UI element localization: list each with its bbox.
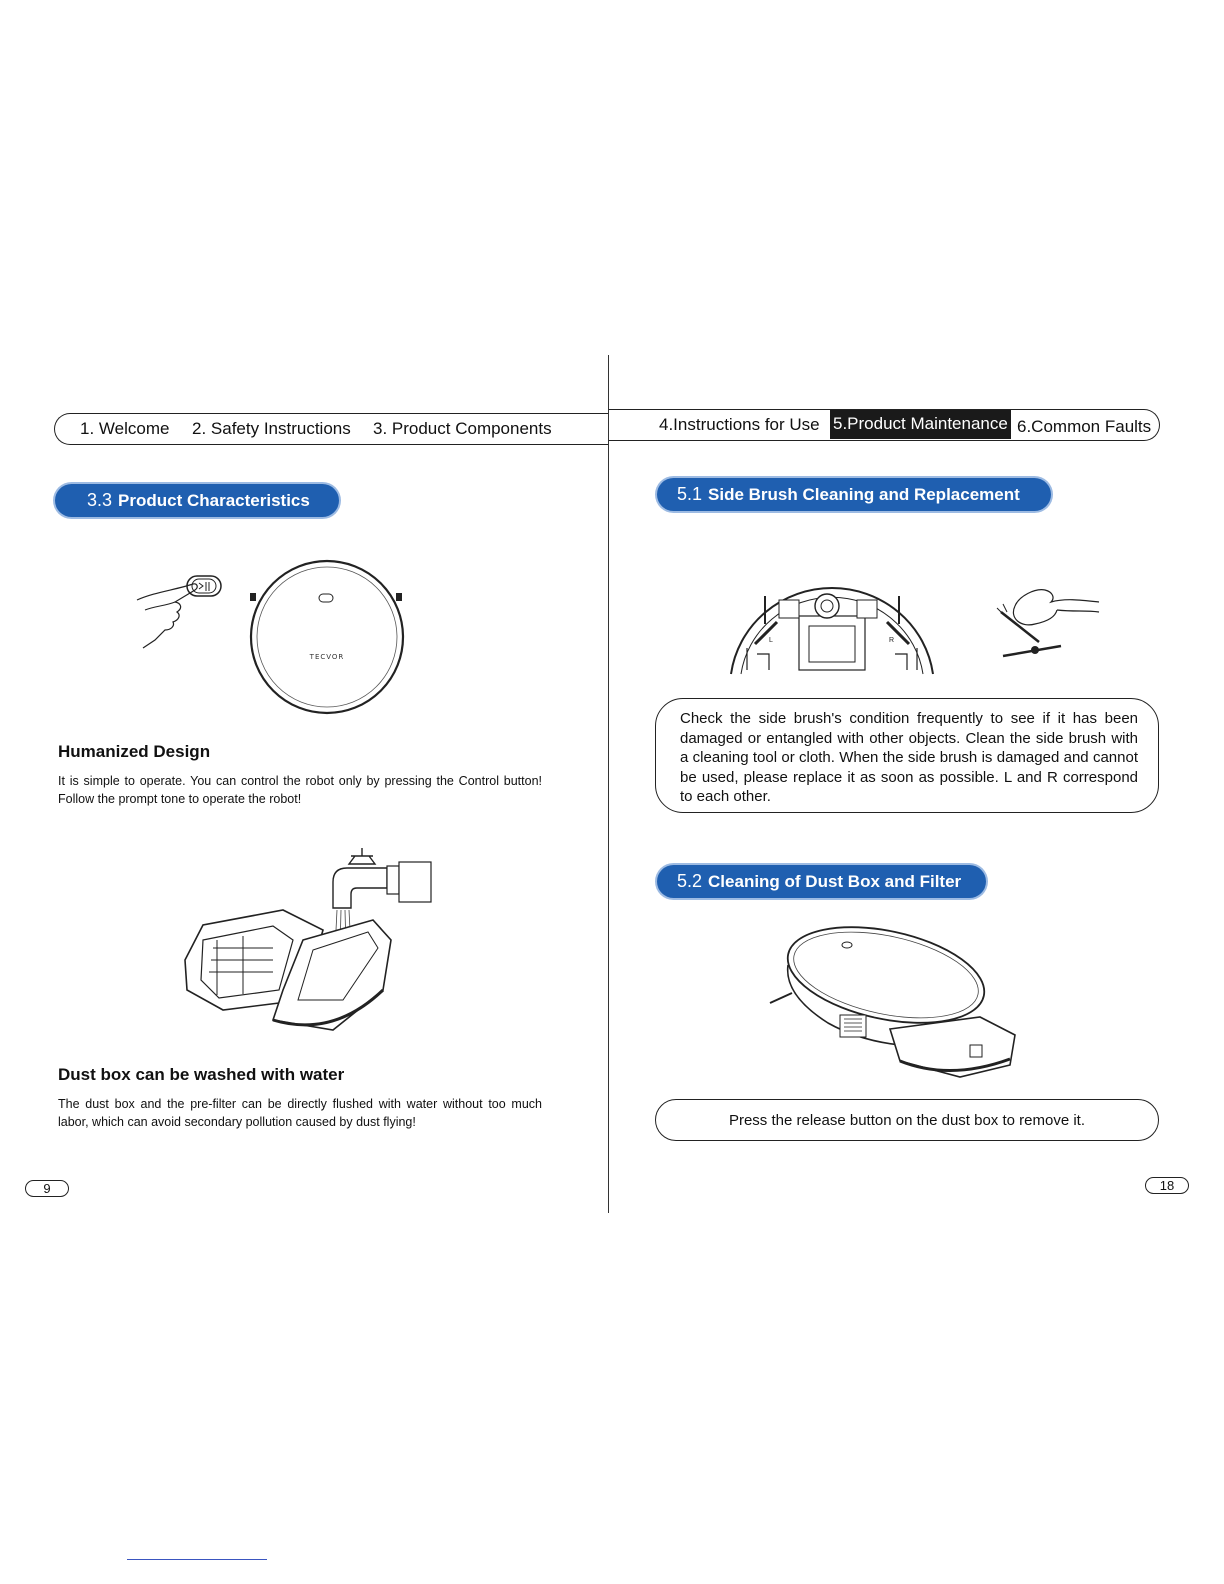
nav-item-welcome[interactable]: 1. Welcome [80, 419, 170, 438]
nav-item-faults[interactable]: 6.Common Faults [1017, 417, 1152, 436]
nav-item-maintenance[interactable]: 5.Product Maintenance [830, 410, 1011, 439]
section-number: 5.1 [677, 484, 703, 504]
side-brush-info-text: Check the side brush's condition frequently to see if it has been damaged or entangled with other objects. Clean the side brush with a cleaning tool or cloth. When the side brush is damaged and cannot be used, please replace it as soon as possible. L and R correspond to each other. [680, 710, 1138, 805]
feature-heading-humanized: Humanized Design [58, 742, 211, 761]
section-pill-3-3 [55, 484, 339, 517]
nav-bar-right [609, 409, 1160, 441]
robot-top-view-illustration [245, 560, 410, 715]
hand-pressing-button-illustration [135, 570, 230, 655]
section-title: Product Characteristics [118, 491, 310, 510]
section-title: Side Brush Cleaning and Replacement [708, 485, 1020, 504]
section-title: Cleaning of Dust Box and Filter [708, 872, 962, 891]
robot-brand-label: TECVOR [309, 653, 345, 661]
brush-cleaning-cloth-illustration [995, 578, 1105, 660]
page-divider [608, 355, 609, 1213]
dustbox-release-info-text: Press the release button on the dust box to remove it. [728, 1112, 1086, 1129]
section-number: 3.3 [87, 490, 113, 510]
robot-bottom-view-illustration [727, 578, 937, 676]
brush-label-left: L [769, 637, 773, 644]
section-number: 5.2 [677, 871, 703, 891]
page-number-right: 18 [1145, 1177, 1189, 1194]
side-brush-info-box [655, 698, 1159, 813]
nav-bar-left [54, 413, 608, 445]
feature-text-humanized: It is simple to operate. You can control the robot only by pressing the Control button! Follow the prompt tone to operate the robot! [58, 774, 542, 806]
feature-heading-washable: Dust box can be washed with water [58, 1065, 345, 1084]
page-number-left: 9 [25, 1180, 69, 1197]
dustbox-release-info-box [655, 1099, 1159, 1141]
brush-label-right: R [889, 637, 895, 644]
dustbox-washing-illustration [183, 840, 433, 1040]
nav-item-instructions[interactable]: 4.Instructions for Use [659, 415, 820, 434]
nav-item-components[interactable]: 3. Product Components [373, 419, 552, 438]
section-pill-5-2 [657, 865, 986, 898]
nav-item-safety[interactable]: 2. Safety Instructions [192, 419, 351, 438]
section-pill-5-1 [657, 478, 1051, 511]
feature-text-washable: The dust box and the pre-filter can be directly flushed with water without too much labor, which can avoid secondary pollution caused by dust flying! [58, 1097, 542, 1129]
dustbox-removal-illustration [770, 925, 1025, 1085]
bottom-underline-mark [127, 1559, 267, 1560]
